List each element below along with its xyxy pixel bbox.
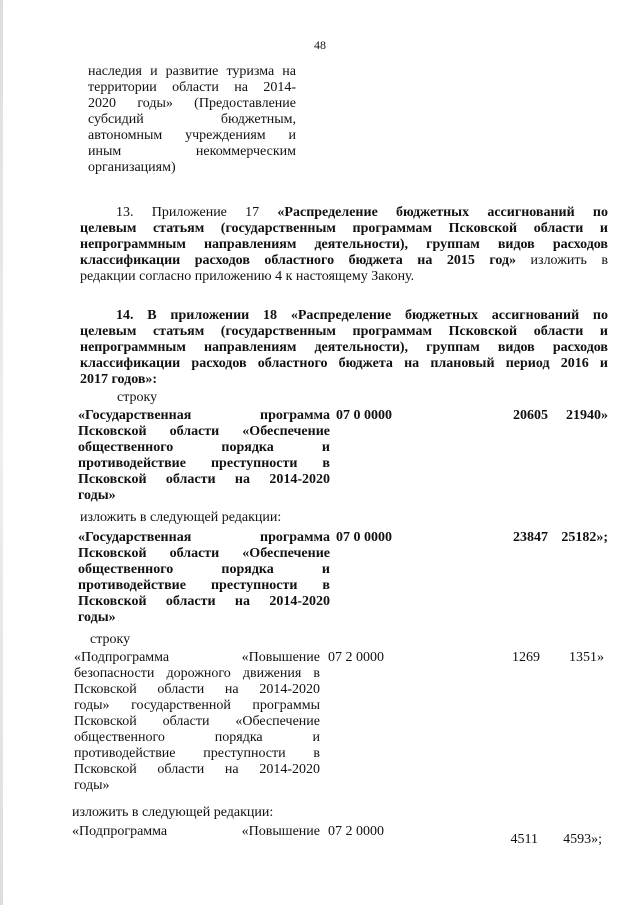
row-name [78,408,330,504]
paragraph-line: 2017 годов»: [80,372,158,387]
row-name-line: «Подпрограмма «Повышение [72,824,320,839]
row-code: 07 0 0000 [336,530,392,545]
row-value-2017: 4593»; [563,832,602,847]
row-name-line: годы» [78,488,116,503]
row-name-line: «Государственная программа [78,530,330,545]
row-name-line: противодействие преступности в [78,456,330,471]
label-row: строку [90,632,131,647]
paragraph-line: классификации расходов областного бюджета на плановый период 2016 и [80,356,608,371]
row-name-line: годы» [78,610,116,625]
paragraph-14 [80,308,608,388]
fragment-line: 2020 годы» (Предоставление [88,96,296,111]
paragraph-line: редакции согласно приложению 4 к настоящему Закону. [80,269,415,284]
fragment-line: наследия и развитие туризма на [88,64,296,79]
paragraph-13 [80,205,608,285]
paragraph-line [80,253,608,269]
paragraph-bold: «Распределение бюджетных ассигнований по [277,205,608,220]
paragraph-line: 14. В приложении 18 «Распределение бюджетных ассигнований по [116,308,608,323]
fragment-line: территории области на 2014- [88,80,296,95]
row-name-line: Псковской области «Обеспечение [74,714,320,729]
row-name-line: Псковской области на 2014-2020 [78,594,330,609]
page-number: 48 [314,38,326,52]
row-name-line: «Подпрограмма «Повышение [74,650,320,665]
row-name-line: общественного порядка и [74,730,320,745]
scan-edge [0,0,3,905]
paragraph-line [80,205,608,221]
row-value-2017: 21940» [566,408,608,423]
row-name-line: Псковской области «Обеспечение [78,546,330,561]
paragraph-line: непрограммным направлениям деятельности), группам видов расходов [80,340,608,355]
row-code: 07 0 0000 [336,408,392,423]
top-fragment [88,64,296,176]
row-value-2017: 25182»; [561,530,608,545]
row-name [78,530,330,626]
fragment-line: организациям) [88,160,176,175]
row-name-line: Псковской области на 2014-2020 [78,472,330,487]
row-value-2016: 23847 [513,530,548,545]
row-name-line: годы» [74,778,110,793]
row-value-2016: 4511 [510,832,538,847]
row-name-line: общественного порядка и [78,440,330,455]
row-name-line: годы» государственной программы [74,698,320,713]
row-name-line: безопасности дорожного движения в [74,666,320,681]
paragraph-text: изложить в [516,253,608,268]
label-new: изложить в следующей редакции: [80,510,282,525]
paragraph-line: непрограммным направлениям деятельности), группам видов расходов [80,237,608,252]
row-name [72,824,320,840]
fragment-line: автономным учреждениям и [88,128,296,143]
row-value-2017: 1351» [569,650,604,665]
paragraph-bold: классификации расходов областного бюджета на 2015 год» [80,253,517,268]
row-name-line: общественного порядка и [78,562,330,577]
row-code: 07 2 0000 [328,824,384,839]
row-name-line: Псковской области на 2014-2020 [74,762,320,777]
label-new: изложить в следующей редакции: [72,805,274,820]
row-name-line: Псковской области «Обеспечение [78,424,330,439]
row-value-2016: 1269 [512,650,540,665]
row-code: 07 2 0000 [328,650,384,665]
paragraph-line: целевым статьям (государственным программам Псковской области и [80,324,608,339]
row-name-line: Псковской области на 2014-2020 [74,682,320,697]
fragment-line: иным некоммерческим [88,144,296,159]
row-value-2016: 20605 [513,408,548,423]
paragraph-line: целевым статьям (государственным программам Псковской области и [80,221,608,236]
row-name-line: «Государственная программа [78,408,330,423]
row-name-line: противодействие преступности в [78,578,330,593]
label-row: строку [117,390,158,405]
paragraph-text: 13. Приложение 17 [116,205,278,220]
row-name [74,650,320,794]
fragment-line: субсидий бюджетным, [88,112,296,127]
row-name-line: противодействие преступности в [74,746,320,761]
